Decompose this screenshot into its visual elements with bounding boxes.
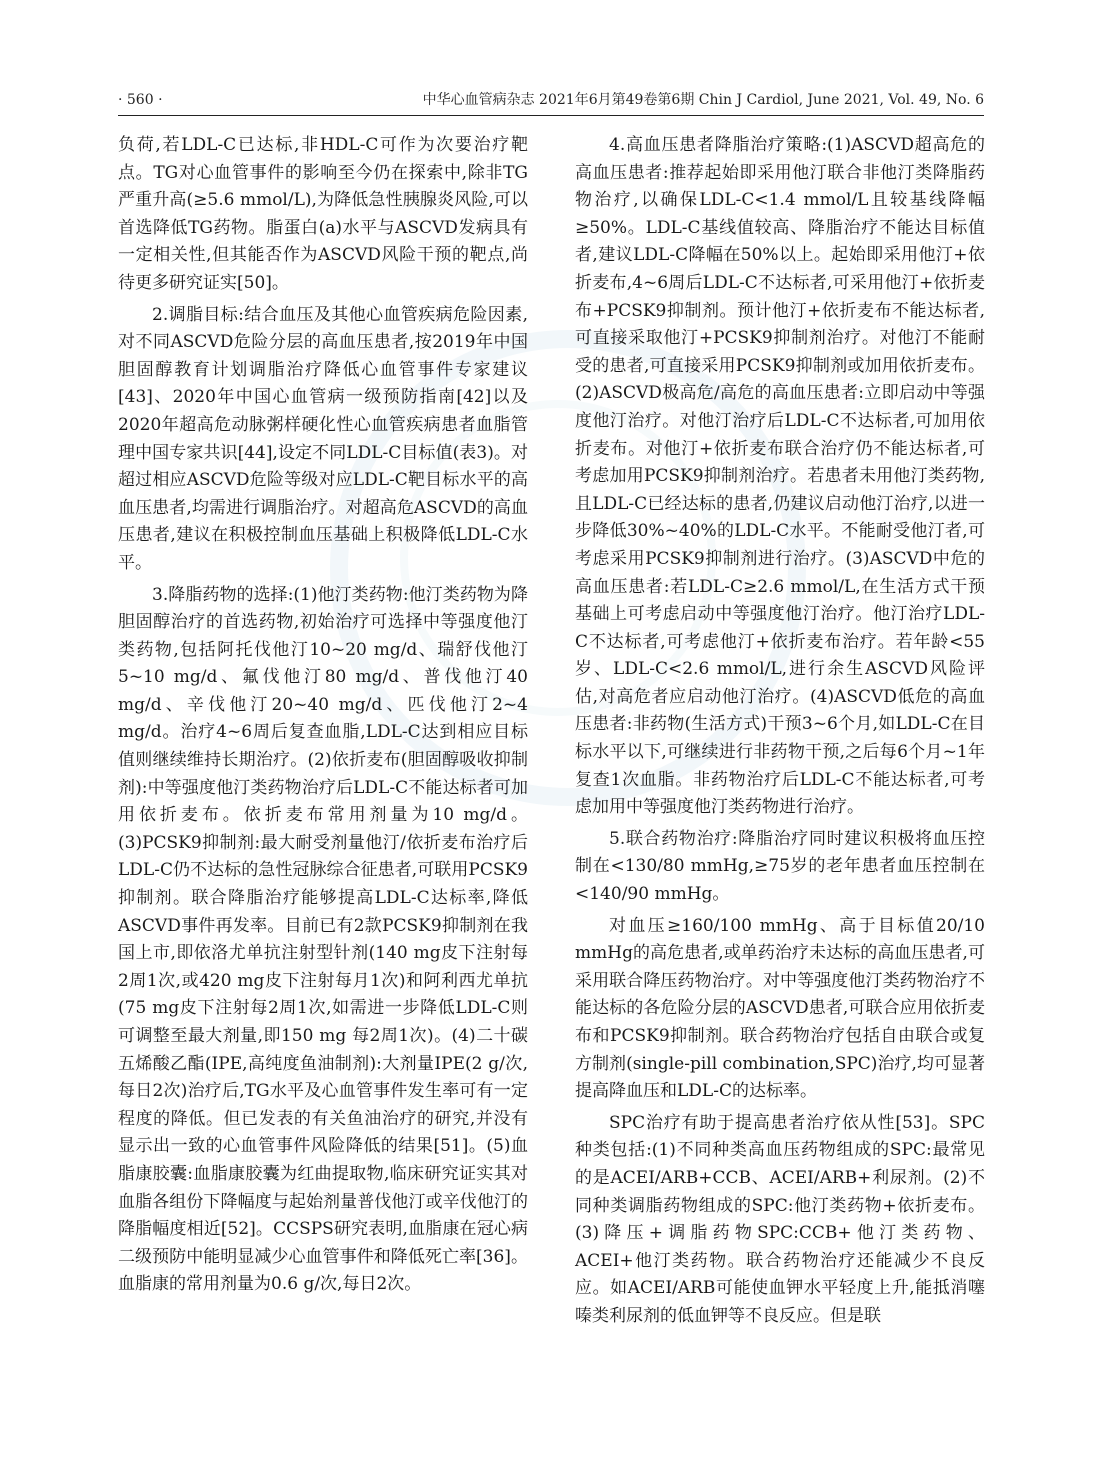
paragraph: 3.降脂药物的选择:(1)他汀类药物:他汀类药物为降胆固醇治疗的首选药物,初始治疗可选择中等强度他汀类药物,包括阿托伐他汀10~20 mg/d、瑞舒伐他汀5~10 mg/d、氟伐他汀80 mg/d、普伐他汀40 mg/d、辛伐他汀20~40 mg/d、匹伐他汀2~4 mg/d。治疗4~6周后复查血脂,LDL-C达到相应目标值则继续维持长期治疗。(2)依折麦布(胆固醇吸收抑制剂):中等强度他汀类药物治疗后LDL-C不能达标者可加用依折麦布。依折麦布常用剂量为10 mg/d。(3)PCSK9抑制剂:最大耐受剂量他汀/依折麦布治疗后LDL-C仍不达标的急性冠脉综合征患者,可联用PCSK9抑制剂。联合降脂治疗能够提高LDL-C达标率,降低ASCVD事件再发率。目前已有2款PCSK9抑制剂在我国上市,即依洛尤单抗注射型针剂(140 mg皮下注射每2周1次,或420 mg皮下注射每月1次)和阿利西尤单抗(75 mg皮下注射每2周1次,如需进一步降低LDL-C则可调整至最大剂量,即150 mg 每2周1次)。(4)二十碳五烯酸乙酯(IPE,高纯度鱼油制剂):大剂量IPE(2 g/次,每日2次)治疗后,TG水平及心血管事件发生率可有一定程度的降低。但已发表的有关鱼油治疗的研究,并没有显示出一致的心血管事件风险降低的结果[51]。(5)血脂康胶囊:血脂康胶囊为红曲提取物,临床研究证实其对血脂各组份下降幅度与起始剂量普伐他汀或辛伐他汀的降脂幅度相近[52]。CCSPS研究表明,血脂康在冠心病二级预防中能明显减少心血管事件和降低死亡率[36]。血脂康的常用剂量为0.6 g/次,每日2次。: [118, 584, 528, 1295]
paragraph: 2.调脂目标:结合血压及其他心血管疾病危险因素,对不同ASCVD危险分层的高血压患者,按2019年中国胆固醇教育计划调脂治疗降低心血管事件专家建议[43]、2020年中国心血管病一级预防指南[42]以及2020年超高危动脉粥样硬化性心血管疾病患者血脂管理中国专家共识[44],设定不同LDL-C目标值(表3)。对超过相应ASCVD危险等级对应LDL-C靶目标水平的高血压患者,均需进行调脂治疗。对超高危ASCVD的高血压患者,建议在积极控制血压基础上积极降低LDL-C水平。: [118, 304, 528, 573]
paragraph: 负荷,若LDL-C已达标,非HDL-C可作为次要治疗靶点。TG对心血管事件的影响至今仍在探索中,除非TG严重升高(≥5.6 mmol/L),为降低急性胰腺炎风险,可以首选降低TG药物。脂蛋白(a)水平与ASCVD发病具有一定相关性,但其能否作为ASCVD风险干预的靶点,尚待更多研究证实[50]。: [118, 135, 528, 293]
paragraph: 5.联合药物治疗:降脂治疗同时建议积极将血压控制在<130/80 mmHg,≥75岁的老年患者血压控制在<140/90 mmHg。: [575, 828, 985, 905]
page-header: [118, 88, 984, 112]
right-column: [575, 132, 985, 1335]
journal-info: 中华心血管病杂志 2021年6月第49卷第6期 Chin J Cardiol, June 2021, Vol. 49, No. 6: [422, 92, 984, 108]
paragraph: 对血压≥160/100 mmHg、高于目标值20/10 mmHg的高危患者,或单药治疗未达标的高血压患者,可采用联合降压药物治疗。对中等强度他汀类药物治疗不能达标的各危险分层的ASCVD患者,可联合应用依折麦布和PCSK9抑制剂。联合药物治疗包括自由联合或复方制剂(single-pill combination,SPC)治疗,均可显著提高降血压和LDL-C的达标率。: [575, 915, 985, 1102]
header-rule: [118, 115, 984, 116]
paragraph: 4.高血压患者降脂治疗策略:(1)ASCVD超高危的高血压患者:推荐起始即采用他汀联合非他汀类降脂药物治疗,以确保LDL-C<1.4 mmol/L且较基线降幅≥50%。LDL-C基线值较高、降脂治疗不能达目标值者,建议LDL-C降幅在50%以上。起始即采用他汀+依折麦布,4~6周后LDL-C不达标者,可采用他汀+依折麦布+PCSK9抑制剂。预计他汀+依折麦布不能达标者,可直接采取他汀+PCSK9抑制剂治疗。对他汀不能耐受的患者,可直接采用PCSK9抑制剂或加用依折麦布。(2)ASCVD极高危/高危的高血压患者:立即启动中等强度他汀治疗。对他汀治疗后LDL-C不达标者,可加用依折麦布。对他汀+依折麦布联合治疗仍不能达标者,可考虑加用PCSK9抑制剂治疗。若患者未用他汀类药物,且LDL-C已经达标的患者,仍建议启动他汀治疗,以进一步降低30%~40%的LDL-C水平。不能耐受他汀者,可考虑采用PCSK9抑制剂进行治疗。(3)ASCVD中危的高血压患者:若LDL-C≥2.6 mmol/L,在生活方式干预基础上可考虑启动中等强度他汀治疗。他汀治疗LDL-C不达标者,可考虑他汀+依折麦布治疗。若年龄<55岁、LDL-C<2.6 mmol/L,进行余生ASCVD风险评估,对高危者应启动他汀治疗。(4)ASCVD低危的高血压患者:非药物(生活方式)干预3~6个月,如LDL-C在目标水平以下,可继续进行非药物干预,之后每6个月~1年复查1次血脂。非药物治疗后LDL-C不能达标者,可考虑加用中等强度他汀类药物进行治疗。: [575, 135, 985, 818]
paragraph: SPC治疗有助于提高患者治疗依从性[53]。SPC种类包括:(1)不同种类高血压药物组成的SPC:最常见的是ACEI/ARB+CCB、ACEI/ARB+利尿剂。(2)不同种类调脂药物组成的SPC:他汀类药物+依折麦布。(3)降压+调脂药物SPC:CCB+他汀类药物、ACEI+他汀类药物。联合药物治疗还能减少不良反应。如ACEI/ARB可能使血钾水平轻度上升,能抵消噻嗪类利尿剂的低血钾等不良反应。但是联: [575, 1112, 985, 1326]
page-number: · 560 ·: [118, 92, 163, 108]
left-column: [118, 132, 528, 1303]
